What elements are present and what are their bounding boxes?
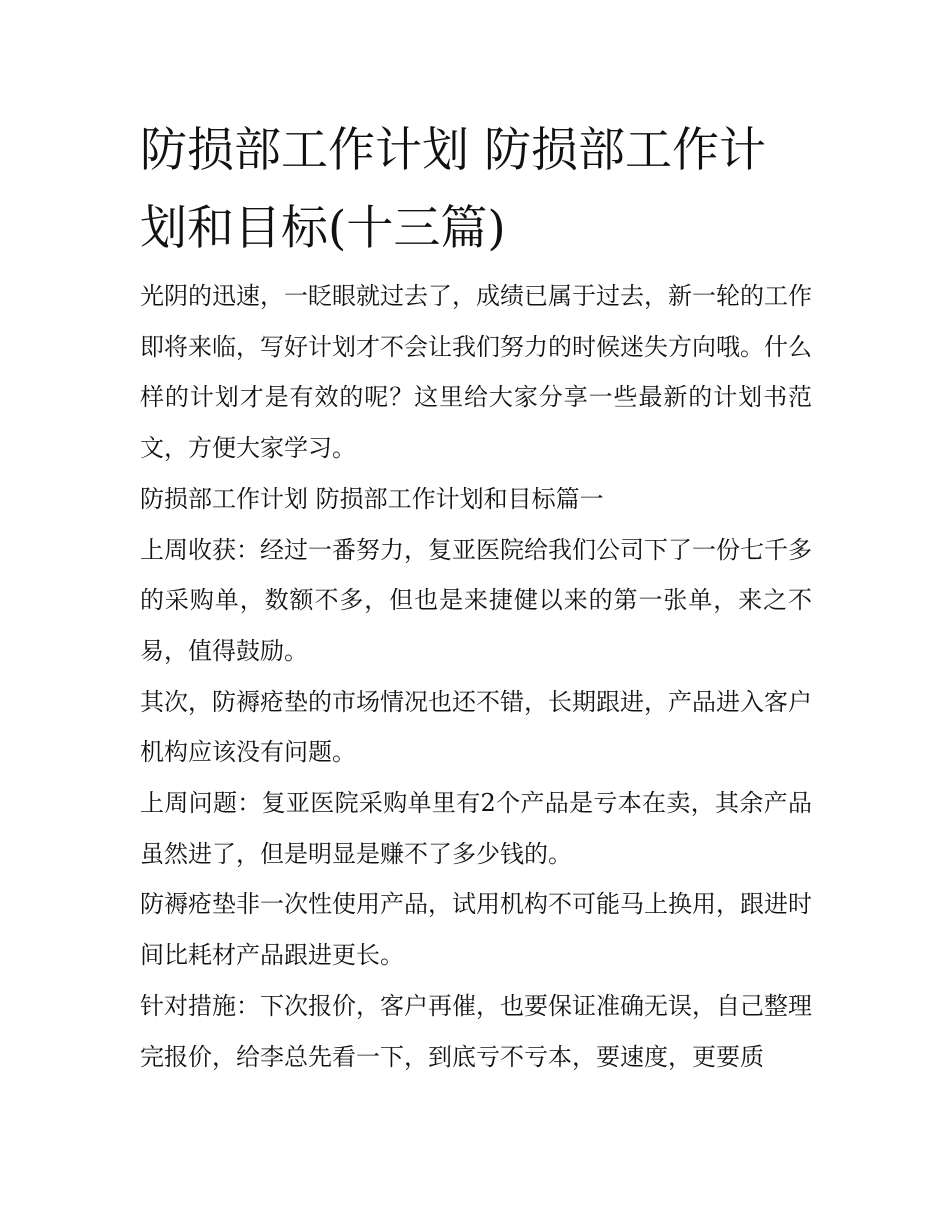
- document-body: [140, 271, 812, 1082]
- paragraph-secondly: 其次，防褥疮垫的市场情况也还不错，长期跟进，产品进入客户机构应该没有问题。: [140, 687, 812, 767]
- paragraph-measures: 针对措施：下次报价，客户再催，也要保证准确无误，自己整理完报价，给李总先看一下，到底亏不亏本，要速度，更要质: [140, 991, 812, 1071]
- document-content: [140, 112, 812, 1082]
- document-title: 防损部工作计划 防损部工作计划和目标(十三篇): [140, 123, 766, 256]
- paragraph-intro: 光阴的迅速，一眨眼就过去了，成绩已属于过去，新一轮的工作即将来临，写好计划才不会让我们努力的时候迷失方向哦。什么样的计划才是有效的呢？这里给大家分享一些最新的计划书范文，方便大家学习。: [140, 282, 812, 463]
- paragraph-cushion-note: 防褥疮垫非一次性使用产品，试用机构不可能马上换用，跟进时间比耗材产品跟进更长。: [140, 890, 812, 970]
- paragraph-last-week-problems: 上周问题：复亚医院采购单里有2个产品是亏本在卖，其余产品虽然进了，但是明显是赚不了多少钱的。: [140, 789, 812, 868]
- section-heading: 防损部工作计划 防损部工作计划和目标篇一: [140, 484, 604, 513]
- paragraph-last-week-gains: 上周收获：经过一番努力，复亚医院给我们公司下了一份七千多的采购单，数额不多，但也是来捷健以来的第一张单，来之不易，值得鼓励。: [140, 535, 812, 665]
